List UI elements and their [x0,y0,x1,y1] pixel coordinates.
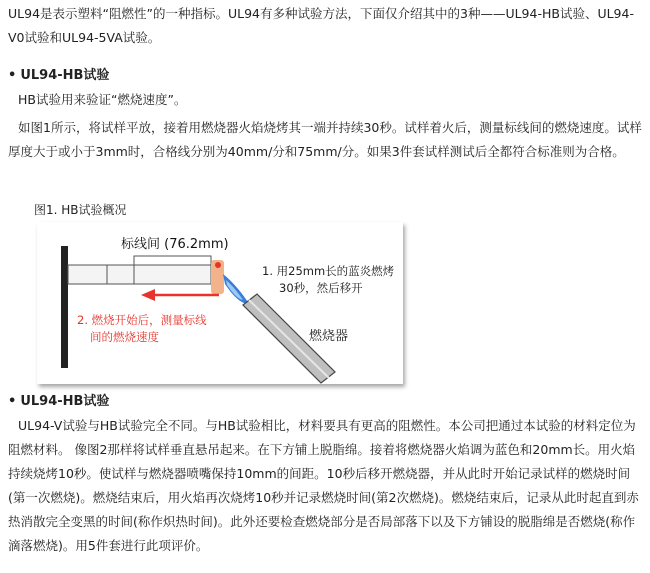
note1-line1: 1. 用25mm长的蓝炎燃烤 [262,264,395,278]
hb-summary: HB试验用来验证“燃烧速度”。 [18,92,187,107]
figure-caption: 图1. HB试验概况 [34,203,127,217]
note2-line1: 2. 燃烧开始后，测量标线 [77,313,207,327]
note1-line2: 30秒，然后移开 [279,281,363,295]
v-paragraph: UL94-V试验与HB试验完全不同。与HB试验相比，材料要具有更高的阻燃性。本公司把通过本试验的材料定位为阻燃材料。 像图2那样将试样垂直悬吊起来。在下方铺上脱脂绵。接着将燃烧器火焰调为蓝色和20mm长。用火焰持续烧烤10秒。使试样与燃烧器喷嘴保持10mm的间距。10秒后移开燃烧器，并从此时开始记录试样的燃烧时间(第一次燃烧)。燃烧结束后，用火焰再次烧烤10秒并记录燃烧时间(第2次燃烧)。燃烧结束后，记录从此时起直到赤热消散完全变黑的时间(称作炽热时间)。此外还要检查燃烧部分是否局部落下以及下方铺设的脱脂绵是否燃烧(称作滴落燃烧)。用5件套进行此项评价。 [8,418,639,553]
marker-bracket [134,256,211,265]
hb-section-title [8,66,109,86]
direction-arrow-head-icon [141,289,155,301]
flame-inner-icon [226,280,243,300]
ember-icon [215,262,221,268]
marker-label: 标线间 (76.2mm) [121,237,229,252]
clamp-stand [61,246,68,368]
hb-test-diagram [37,222,403,384]
note2-line2: 间的燃烧速度 [90,330,159,344]
bullet-icon: • [8,394,17,409]
hb-paragraph: 如图1所示，将试样平放，接着用燃烧器火焰烧烤其一端并持续30秒。试样着火后，测量标线间的燃烧速度。试样厚度大于或小于3mm时，合格线分别为40mm/分和75mm/分。如果3件套试样测试后全都符合标准则为合格。 [8,120,642,159]
flame-icon [223,274,249,304]
intro-paragraph: UL94是表示塑料“阻燃性”的一种指标。UL94有多种试验方法，下面仅介绍其中的3种——UL94-HB试验、UL94-V0试验和UL94-5VA试验。 [8,6,634,45]
specimen-bar [68,265,218,284]
hb-test-figure [37,222,403,384]
v-section-title [8,392,109,412]
bullet-icon: • [8,68,17,83]
hb-title-text: UL94-HB试验 [20,68,110,83]
burner-label: 燃烧器 [309,329,349,344]
v-title-text: UL94-HB试验 [20,394,110,409]
